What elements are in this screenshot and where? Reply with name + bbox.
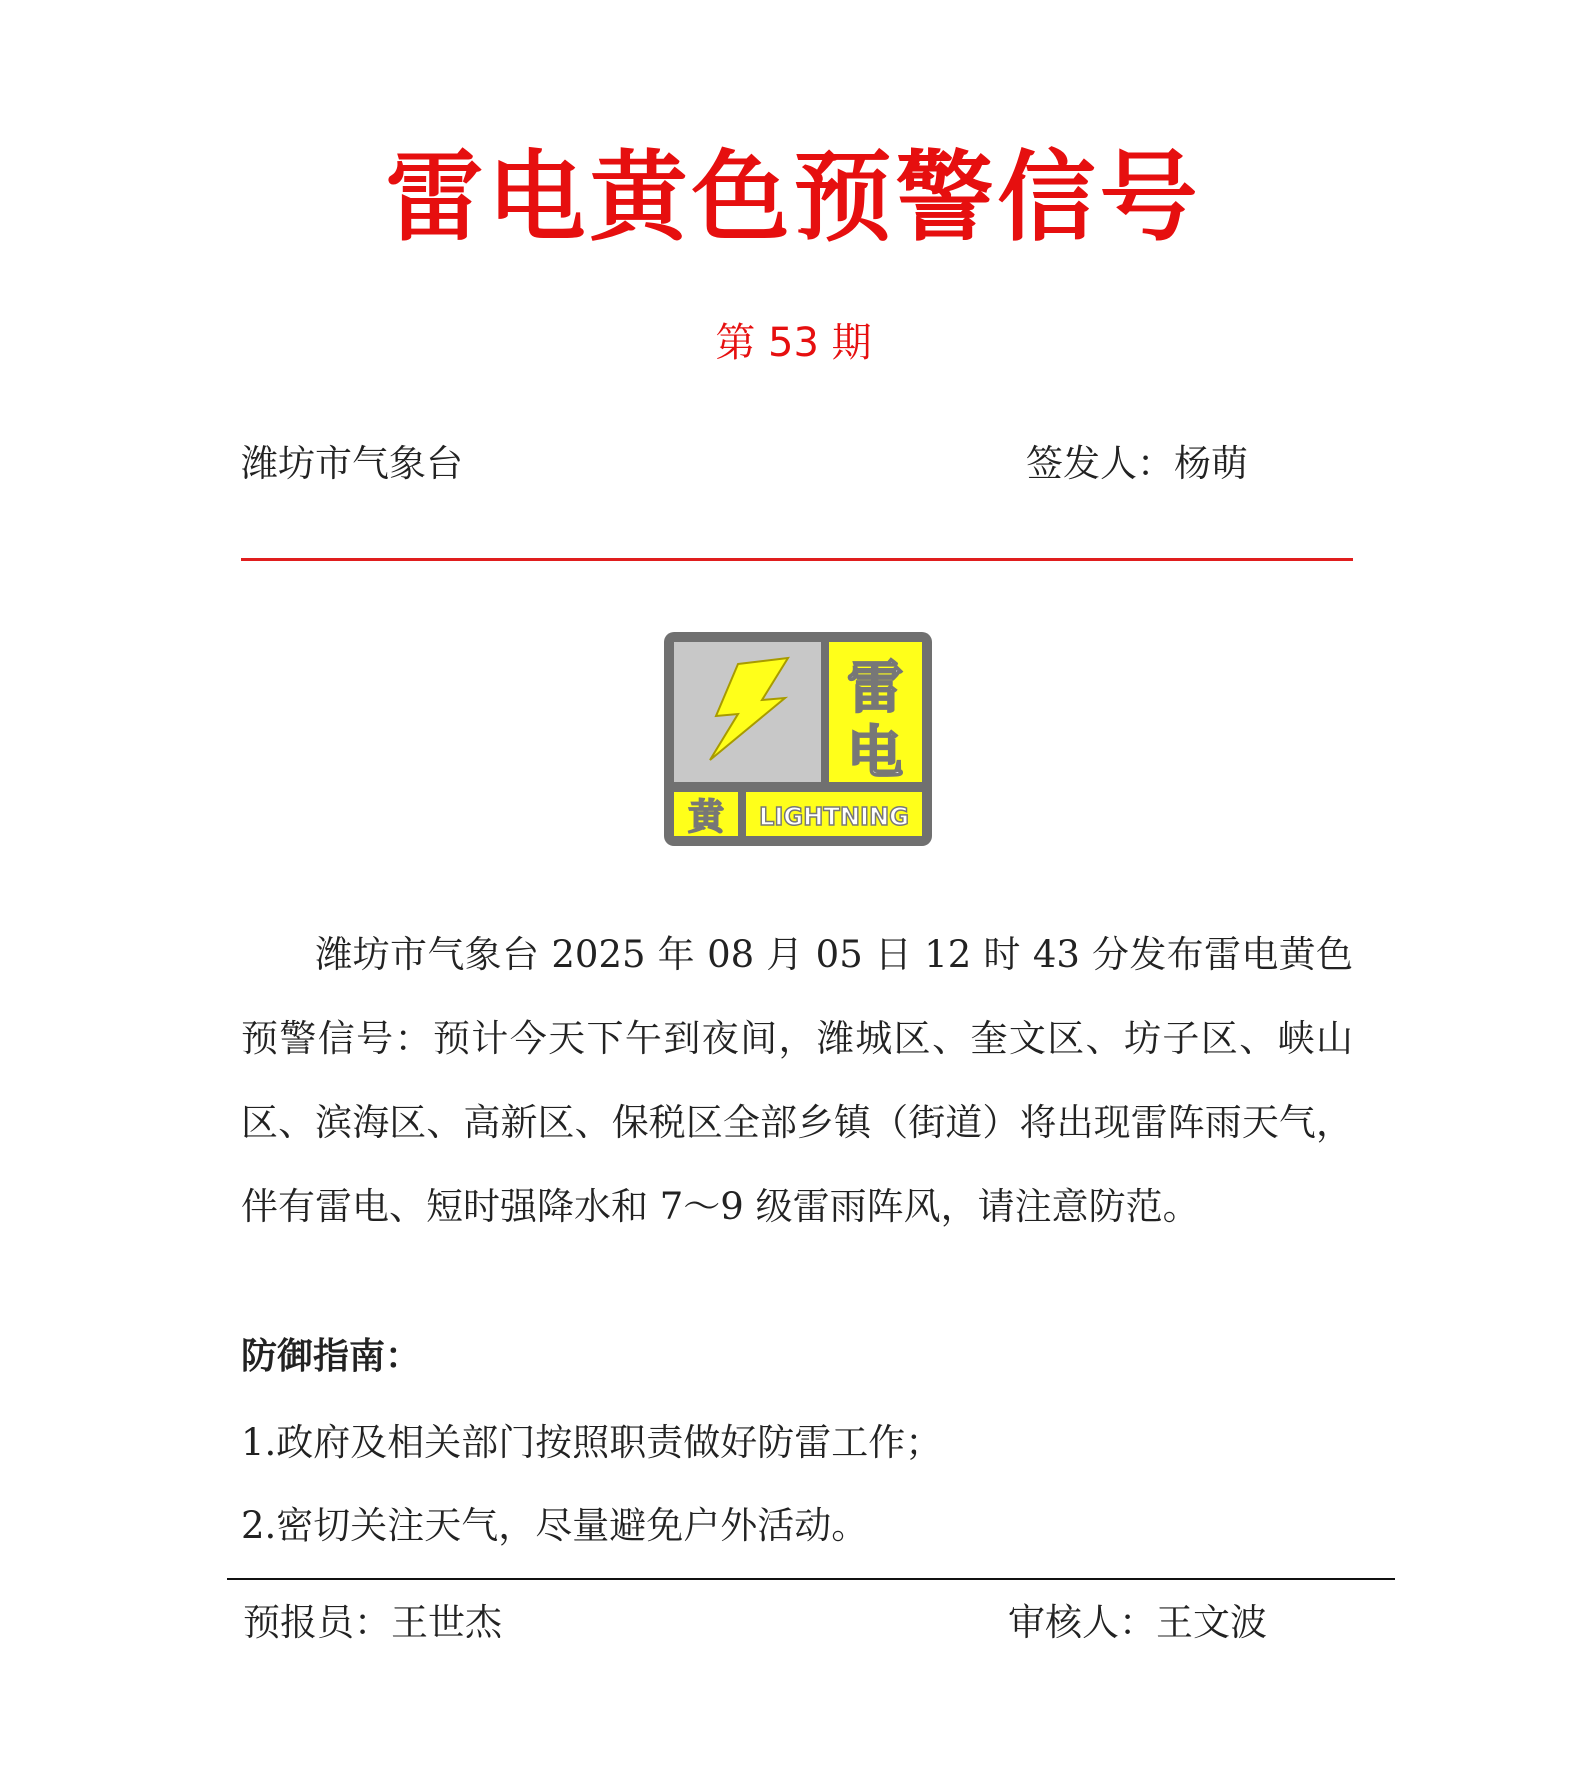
signer-label: 签发人：杨萌 [1026, 442, 1248, 485]
document-title: 雷电黄色预警信号 [385, 141, 1202, 255]
warning-body [241, 913, 1353, 1249]
badge-label-text: LIGHTNING [759, 802, 909, 831]
defense-guide-item: 1.政府及相关部门按照职责做好防雷工作； [241, 1421, 943, 1464]
badge-char-thunder: 雷 [847, 656, 903, 721]
issuer-name: 潍坊市气象台 [241, 442, 463, 485]
badge-char-electric: 电 [847, 721, 903, 786]
warning-body-text: 潍坊市气象台 2025 年 08 月 05 日 12 时 43 分发布雷电黄色预警信号：预计今天下午到夜间，潍城区、奎文区、坊子区、峡山区、滨海区、高新区、保税区全部乡镇（街道）将出现雷阵雨天气，伴有雷电、短时强降水和 7～9 级雷雨阵风，请注意防范。 [241, 933, 1353, 1228]
defense-guide-heading: 防御指南： [241, 1336, 422, 1377]
footer-divider [227, 1578, 1395, 1580]
reviewer-label: 审核人：王文波 [1008, 1601, 1267, 1644]
defense-guide-item: 2.密切关注天气，尽量避免户外活动。 [241, 1504, 869, 1547]
header-divider [241, 558, 1353, 561]
issue-number: 第 53 期 [715, 320, 872, 366]
badge-graphic [664, 632, 932, 846]
forecaster-label: 预报员：王世杰 [243, 1601, 502, 1644]
badge-level-char: 黄 [687, 797, 725, 838]
lightning-yellow-warning-badge [664, 632, 932, 846]
